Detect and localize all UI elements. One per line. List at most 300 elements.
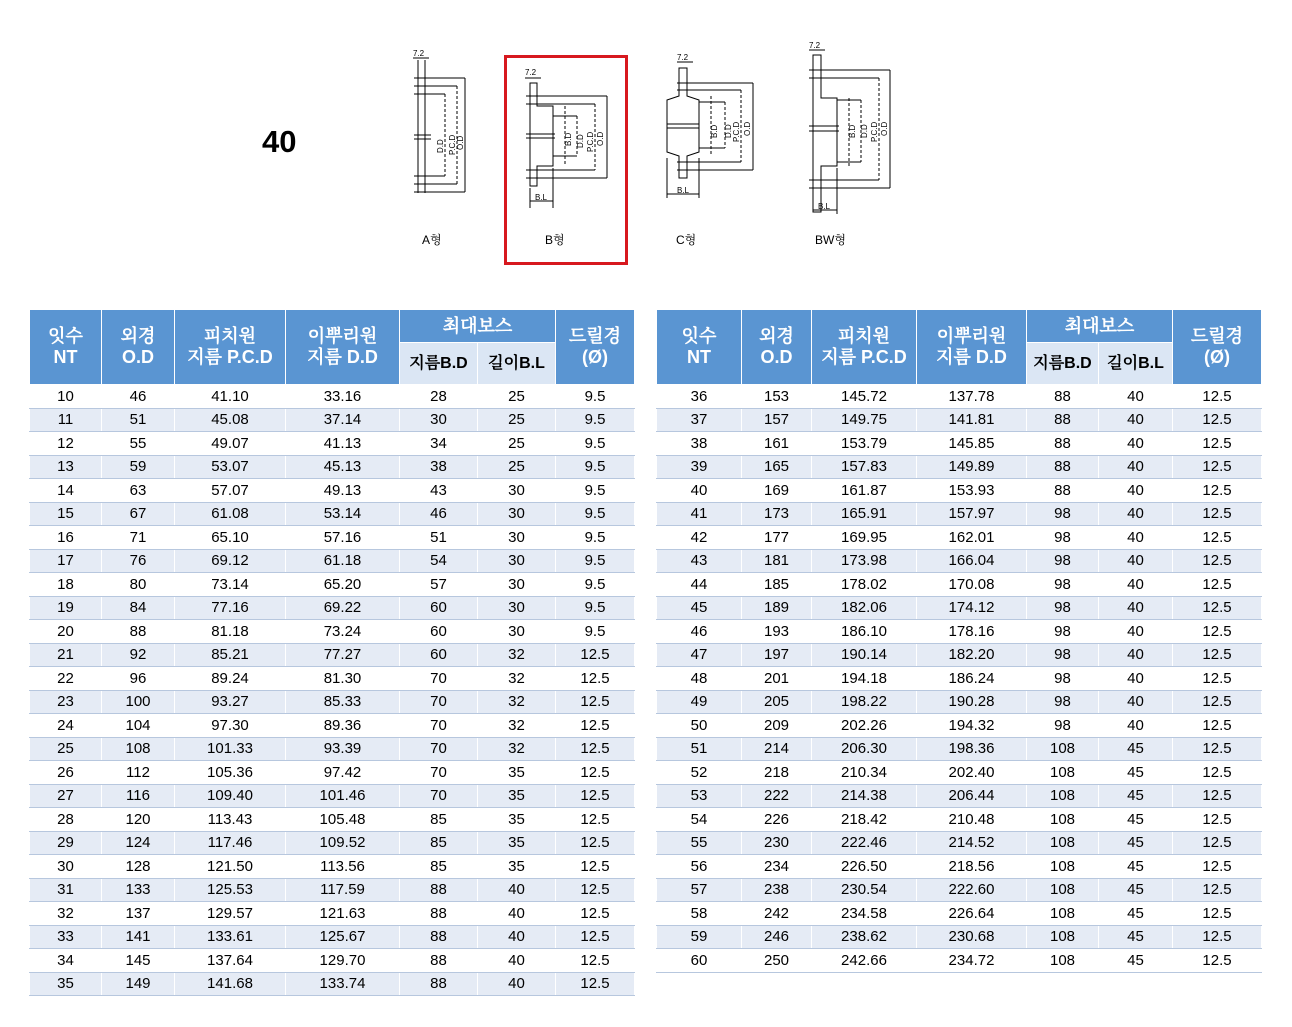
cell-boss-length: 40: [1099, 596, 1173, 620]
cell-dd: 162.01: [917, 526, 1027, 550]
cell-od: 76: [102, 549, 175, 573]
cell-boss-length: 35: [478, 784, 556, 808]
cell-boss-length: 40: [478, 972, 556, 996]
cell-drill: 12.5: [1173, 878, 1262, 902]
cell-dd: 198.36: [917, 737, 1027, 761]
cell-dd: 182.20: [917, 643, 1027, 667]
cell-boss-length: 45: [1099, 878, 1173, 902]
cell-boss-length: 45: [1099, 855, 1173, 879]
cell-pcd: 133.61: [175, 925, 286, 949]
cell-boss-length: 40: [1099, 714, 1173, 738]
cell-dd: 109.52: [286, 831, 400, 855]
cell-pcd: 73.14: [175, 573, 286, 597]
cell-od: 189: [742, 596, 812, 620]
cell-boss-diameter: 108: [1027, 784, 1099, 808]
cell-od: 197: [742, 643, 812, 667]
cell-dd: 226.64: [917, 902, 1027, 926]
cell-teeth: 60: [657, 949, 742, 973]
header-od: 외경 O.D: [102, 310, 175, 385]
cell-dd: 81.30: [286, 667, 400, 691]
selected-type-highlight: [504, 55, 628, 265]
cell-boss-length: 32: [478, 714, 556, 738]
cell-pcd: 97.30: [175, 714, 286, 738]
cell-drill: 12.5: [1173, 526, 1262, 550]
header-teeth: 잇수 NT: [30, 310, 102, 385]
c-dim-bl: B.L: [677, 186, 690, 195]
table-row: [657, 455, 1262, 479]
header-boss-diameter: 지름B.D: [1027, 343, 1099, 385]
cell-dd: 73.24: [286, 620, 400, 644]
cell-boss-diameter: 98: [1027, 573, 1099, 597]
cell-od: 230: [742, 831, 812, 855]
cell-pcd: 161.87: [812, 479, 917, 503]
cell-drill: 12.5: [1173, 549, 1262, 573]
cell-boss-diameter: 98: [1027, 667, 1099, 691]
cell-boss-diameter: 51: [400, 526, 478, 550]
cell-teeth: 33: [30, 925, 102, 949]
cell-teeth: 32: [30, 902, 102, 926]
diagram-c-type: [667, 53, 753, 198]
cell-boss-diameter: 60: [400, 620, 478, 644]
cell-pcd: 242.66: [812, 949, 917, 973]
cell-dd: 53.14: [286, 502, 400, 526]
table-row: [30, 502, 635, 526]
cell-drill: 12.5: [1173, 620, 1262, 644]
cell-boss-length: 40: [1099, 549, 1173, 573]
cell-teeth: 36: [657, 385, 742, 409]
cell-teeth: 27: [30, 784, 102, 808]
cell-boss-diameter: 38: [400, 455, 478, 479]
diagram-a-type: [413, 49, 465, 193]
table-row: [657, 902, 1262, 926]
cell-drill: 12.5: [1173, 573, 1262, 597]
cell-od: 104: [102, 714, 175, 738]
cell-dd: 97.42: [286, 761, 400, 785]
cell-teeth: 11: [30, 408, 102, 432]
cell-drill: 12.5: [1173, 855, 1262, 879]
cell-drill: 9.5: [556, 502, 635, 526]
cell-boss-diameter: 43: [400, 479, 478, 503]
cell-boss-length: 30: [478, 596, 556, 620]
cell-drill: 12.5: [1173, 925, 1262, 949]
cell-od: 205: [742, 690, 812, 714]
cell-boss-diameter: 108: [1027, 878, 1099, 902]
cell-boss-diameter: 30: [400, 408, 478, 432]
cell-dd: 194.32: [917, 714, 1027, 738]
cell-drill: 12.5: [556, 690, 635, 714]
cell-pcd: 109.40: [175, 784, 286, 808]
cell-od: 71: [102, 526, 175, 550]
cell-boss-diameter: 46: [400, 502, 478, 526]
cell-teeth: 42: [657, 526, 742, 550]
cell-od: 100: [102, 690, 175, 714]
cell-od: 51: [102, 408, 175, 432]
cell-pcd: 93.27: [175, 690, 286, 714]
cell-boss-diameter: 108: [1027, 855, 1099, 879]
cell-boss-length: 35: [478, 855, 556, 879]
cell-od: 185: [742, 573, 812, 597]
b-dim-od: O.D: [596, 131, 605, 146]
cell-od: 137: [102, 902, 175, 926]
cell-pcd: 69.12: [175, 549, 286, 573]
cell-dd: 69.22: [286, 596, 400, 620]
cell-boss-length: 45: [1099, 925, 1173, 949]
caption-c-type: C형: [676, 233, 697, 247]
cell-drill: 12.5: [556, 878, 635, 902]
table-row: [30, 620, 635, 644]
bw-dim-pcd: P.C.D: [870, 121, 879, 142]
cell-od: 133: [102, 878, 175, 902]
cell-pcd: 141.68: [175, 972, 286, 996]
cell-od: 181: [742, 549, 812, 573]
cell-pcd: 105.36: [175, 761, 286, 785]
cell-pcd: 214.38: [812, 784, 917, 808]
b-dim-bl: B.L: [535, 193, 548, 202]
table-row: [30, 902, 635, 926]
cell-boss-length: 35: [478, 761, 556, 785]
cell-od: 63: [102, 479, 175, 503]
spec-table-left: [29, 309, 635, 996]
cell-boss-diameter: 70: [400, 784, 478, 808]
cell-pcd: 89.24: [175, 667, 286, 691]
cell-boss-length: 32: [478, 643, 556, 667]
cell-drill: 12.5: [1173, 643, 1262, 667]
cell-boss-diameter: 70: [400, 714, 478, 738]
cell-pcd: 169.95: [812, 526, 917, 550]
cell-boss-diameter: 88: [1027, 385, 1099, 409]
cell-pcd: 125.53: [175, 878, 286, 902]
cell-pcd: 182.06: [812, 596, 917, 620]
table-row: [657, 784, 1262, 808]
cell-drill: 9.5: [556, 620, 635, 644]
c-dim-dd: D.D: [724, 124, 733, 138]
cell-drill: 12.5: [1173, 831, 1262, 855]
cell-pcd: 65.10: [175, 526, 286, 550]
cell-dd: 85.33: [286, 690, 400, 714]
table-row: [30, 831, 635, 855]
table-row: [657, 432, 1262, 456]
cell-boss-length: 45: [1099, 808, 1173, 832]
cell-drill: 9.5: [556, 455, 635, 479]
header-max-boss: 최대보스: [400, 310, 556, 343]
table-row: [30, 808, 635, 832]
cell-dd: 222.60: [917, 878, 1027, 902]
table-row: [30, 949, 635, 973]
cell-dd: 153.93: [917, 479, 1027, 503]
cell-drill: 12.5: [556, 855, 635, 879]
cell-pcd: 210.34: [812, 761, 917, 785]
table-row: [657, 831, 1262, 855]
c-dim-72: 7.2: [677, 53, 689, 62]
cell-boss-diameter: 88: [1027, 479, 1099, 503]
cell-boss-length: 25: [478, 432, 556, 456]
cell-dd: 101.46: [286, 784, 400, 808]
cell-pcd: 57.07: [175, 479, 286, 503]
cell-teeth: 37: [657, 408, 742, 432]
table-row: [657, 385, 1262, 409]
cell-boss-diameter: 108: [1027, 761, 1099, 785]
cell-boss-diameter: 108: [1027, 737, 1099, 761]
cell-boss-diameter: 98: [1027, 502, 1099, 526]
cell-drill: 12.5: [556, 949, 635, 973]
cell-boss-length: 30: [478, 502, 556, 526]
cell-drill: 12.5: [556, 902, 635, 926]
cell-dd: 202.40: [917, 761, 1027, 785]
cell-pcd: 178.02: [812, 573, 917, 597]
table-row: [657, 643, 1262, 667]
cell-boss-length: 40: [1099, 432, 1173, 456]
table-row: [657, 714, 1262, 738]
table-row: [30, 596, 635, 620]
table-row: [657, 526, 1262, 550]
cell-boss-length: 25: [478, 455, 556, 479]
cell-teeth: 51: [657, 737, 742, 761]
cell-drill: 12.5: [1173, 808, 1262, 832]
table-row: [657, 925, 1262, 949]
cell-od: 46: [102, 385, 175, 409]
cell-drill: 12.5: [556, 761, 635, 785]
cell-boss-length: 45: [1099, 761, 1173, 785]
cell-dd: 170.08: [917, 573, 1027, 597]
table-row: [30, 855, 635, 879]
cell-od: 238: [742, 878, 812, 902]
cell-teeth: 59: [657, 925, 742, 949]
cell-teeth: 57: [657, 878, 742, 902]
cell-drill: 12.5: [556, 972, 635, 996]
table-row: [30, 761, 635, 785]
cell-dd: 206.44: [917, 784, 1027, 808]
cell-boss-length: 25: [478, 408, 556, 432]
cell-drill: 12.5: [1173, 667, 1262, 691]
cell-dd: 117.59: [286, 878, 400, 902]
cell-pcd: 153.79: [812, 432, 917, 456]
cell-boss-diameter: 88: [400, 972, 478, 996]
cell-teeth: 19: [30, 596, 102, 620]
cell-teeth: 48: [657, 667, 742, 691]
cell-teeth: 21: [30, 643, 102, 667]
cell-pcd: 218.42: [812, 808, 917, 832]
header-drill: 드릴경 (Ø): [556, 310, 635, 385]
cell-teeth: 41: [657, 502, 742, 526]
cell-boss-diameter: 108: [1027, 831, 1099, 855]
caption-b-type: B형: [545, 233, 565, 247]
cell-dd: 133.74: [286, 972, 400, 996]
cell-boss-diameter: 85: [400, 855, 478, 879]
cell-teeth: 38: [657, 432, 742, 456]
table-row: [30, 526, 635, 550]
cell-boss-length: 45: [1099, 784, 1173, 808]
cell-boss-diameter: 98: [1027, 596, 1099, 620]
header-teeth: 잇수 NT: [657, 310, 742, 385]
cell-teeth: 45: [657, 596, 742, 620]
cell-od: 108: [102, 737, 175, 761]
b-dim-dd: D.D: [576, 134, 585, 148]
cell-dd: 129.70: [286, 949, 400, 973]
spec-table-right: [656, 309, 1262, 973]
table-row: [30, 385, 635, 409]
table-row: [657, 502, 1262, 526]
cell-drill: 12.5: [1173, 385, 1262, 409]
table-row: [30, 573, 635, 597]
a-dim-72: 7.2: [413, 49, 425, 58]
cell-boss-length: 35: [478, 831, 556, 855]
cell-od: 96: [102, 667, 175, 691]
cell-boss-diameter: 98: [1027, 620, 1099, 644]
cell-boss-diameter: 70: [400, 761, 478, 785]
cell-teeth: 18: [30, 573, 102, 597]
cell-dd: 149.89: [917, 455, 1027, 479]
cell-pcd: 81.18: [175, 620, 286, 644]
cell-dd: 214.52: [917, 831, 1027, 855]
cell-teeth: 23: [30, 690, 102, 714]
table-row: [657, 667, 1262, 691]
cell-od: 201: [742, 667, 812, 691]
cell-od: 169: [742, 479, 812, 503]
cell-dd: 37.14: [286, 408, 400, 432]
cell-pcd: 121.50: [175, 855, 286, 879]
cell-drill: 12.5: [1173, 455, 1262, 479]
cell-dd: 125.67: [286, 925, 400, 949]
diagram-bw-type: [809, 41, 890, 214]
header-pcd: 피치원 지름 P.C.D: [175, 310, 286, 385]
table-row: [30, 737, 635, 761]
cell-teeth: 28: [30, 808, 102, 832]
cell-od: 67: [102, 502, 175, 526]
cell-drill: 12.5: [556, 808, 635, 832]
cell-pcd: 230.54: [812, 878, 917, 902]
cell-od: 214: [742, 737, 812, 761]
caption-bw-type: BW형: [815, 233, 846, 247]
header-drill: 드릴경 (Ø): [1173, 310, 1262, 385]
cell-teeth: 22: [30, 667, 102, 691]
cell-boss-diameter: 28: [400, 385, 478, 409]
c-dim-bd: B.D: [710, 124, 719, 138]
cell-od: 116: [102, 784, 175, 808]
b-dim-pcd: P.C.D: [586, 131, 595, 152]
cell-boss-diameter: 88: [400, 902, 478, 926]
cell-drill: 12.5: [1173, 949, 1262, 973]
cell-drill: 12.5: [556, 714, 635, 738]
cell-boss-length: 32: [478, 667, 556, 691]
cell-pcd: 137.64: [175, 949, 286, 973]
cell-pcd: 226.50: [812, 855, 917, 879]
cell-pcd: 202.26: [812, 714, 917, 738]
cell-boss-diameter: 70: [400, 690, 478, 714]
cell-od: 112: [102, 761, 175, 785]
header-dd: 이뿌리원 지름 D.D: [917, 310, 1027, 385]
cell-drill: 12.5: [556, 925, 635, 949]
header-boss-diameter: 지름B.D: [400, 343, 478, 385]
cell-pcd: 190.14: [812, 643, 917, 667]
cell-teeth: 25: [30, 737, 102, 761]
bw-dim-od: O.D: [880, 121, 889, 136]
table-row: [30, 455, 635, 479]
cell-pcd: 186.10: [812, 620, 917, 644]
cell-dd: 174.12: [917, 596, 1027, 620]
cell-boss-length: 35: [478, 808, 556, 832]
cell-boss-length: 40: [1099, 643, 1173, 667]
cell-od: 161: [742, 432, 812, 456]
cell-dd: 210.48: [917, 808, 1027, 832]
cell-od: 145: [102, 949, 175, 973]
cell-teeth: 50: [657, 714, 742, 738]
cell-pcd: 194.18: [812, 667, 917, 691]
cell-dd: 186.24: [917, 667, 1027, 691]
cell-boss-diameter: 70: [400, 667, 478, 691]
table-row: [657, 573, 1262, 597]
cell-boss-length: 40: [1099, 479, 1173, 503]
cell-teeth: 29: [30, 831, 102, 855]
cell-boss-length: 30: [478, 479, 556, 503]
cell-teeth: 53: [657, 784, 742, 808]
header-pcd: 피치원 지름 P.C.D: [812, 310, 917, 385]
cell-boss-length: 40: [1099, 455, 1173, 479]
bw-dim-72: 7.2: [809, 41, 821, 50]
cell-boss-diameter: 108: [1027, 902, 1099, 926]
cell-teeth: 56: [657, 855, 742, 879]
cell-boss-length: 40: [478, 878, 556, 902]
cell-dd: 137.78: [917, 385, 1027, 409]
cell-dd: 141.81: [917, 408, 1027, 432]
cell-boss-diameter: 85: [400, 831, 478, 855]
cell-drill: 9.5: [556, 526, 635, 550]
cell-drill: 12.5: [556, 831, 635, 855]
cell-teeth: 26: [30, 761, 102, 785]
cell-boss-diameter: 34: [400, 432, 478, 456]
cell-boss-diameter: 88: [400, 949, 478, 973]
table-row: [30, 667, 635, 691]
cell-od: 193: [742, 620, 812, 644]
cell-od: 141: [102, 925, 175, 949]
a-dim-od: O.D: [456, 135, 465, 150]
cell-teeth: 55: [657, 831, 742, 855]
bw-dim-bd: B.D: [848, 124, 857, 138]
cell-teeth: 49: [657, 690, 742, 714]
cell-od: 234: [742, 855, 812, 879]
cell-drill: 12.5: [1173, 596, 1262, 620]
cell-boss-length: 40: [1099, 385, 1173, 409]
cell-od: 128: [102, 855, 175, 879]
cell-od: 149: [102, 972, 175, 996]
cell-drill: 9.5: [556, 596, 635, 620]
cell-teeth: 20: [30, 620, 102, 644]
cell-dd: 57.16: [286, 526, 400, 550]
cell-teeth: 13: [30, 455, 102, 479]
cell-boss-length: 40: [478, 949, 556, 973]
cell-dd: 41.13: [286, 432, 400, 456]
header-dd: 이뿌리원 지름 D.D: [286, 310, 400, 385]
cell-od: 242: [742, 902, 812, 926]
cell-dd: 157.97: [917, 502, 1027, 526]
cell-od: 222: [742, 784, 812, 808]
table-row: [657, 878, 1262, 902]
cell-od: 88: [102, 620, 175, 644]
cell-pcd: 49.07: [175, 432, 286, 456]
b-dim-72: 7.2: [525, 68, 537, 77]
bw-dim-bl: B.L: [818, 202, 831, 211]
table-row: [657, 620, 1262, 644]
cell-pcd: 238.62: [812, 925, 917, 949]
cell-drill: 12.5: [1173, 737, 1262, 761]
b-dim-bd: B.D: [564, 132, 573, 146]
cell-drill: 9.5: [556, 479, 635, 503]
table-row: [30, 432, 635, 456]
table-row: [30, 714, 635, 738]
cell-pcd: 222.46: [812, 831, 917, 855]
cell-dd: 89.36: [286, 714, 400, 738]
cell-dd: 145.85: [917, 432, 1027, 456]
cell-od: 55: [102, 432, 175, 456]
